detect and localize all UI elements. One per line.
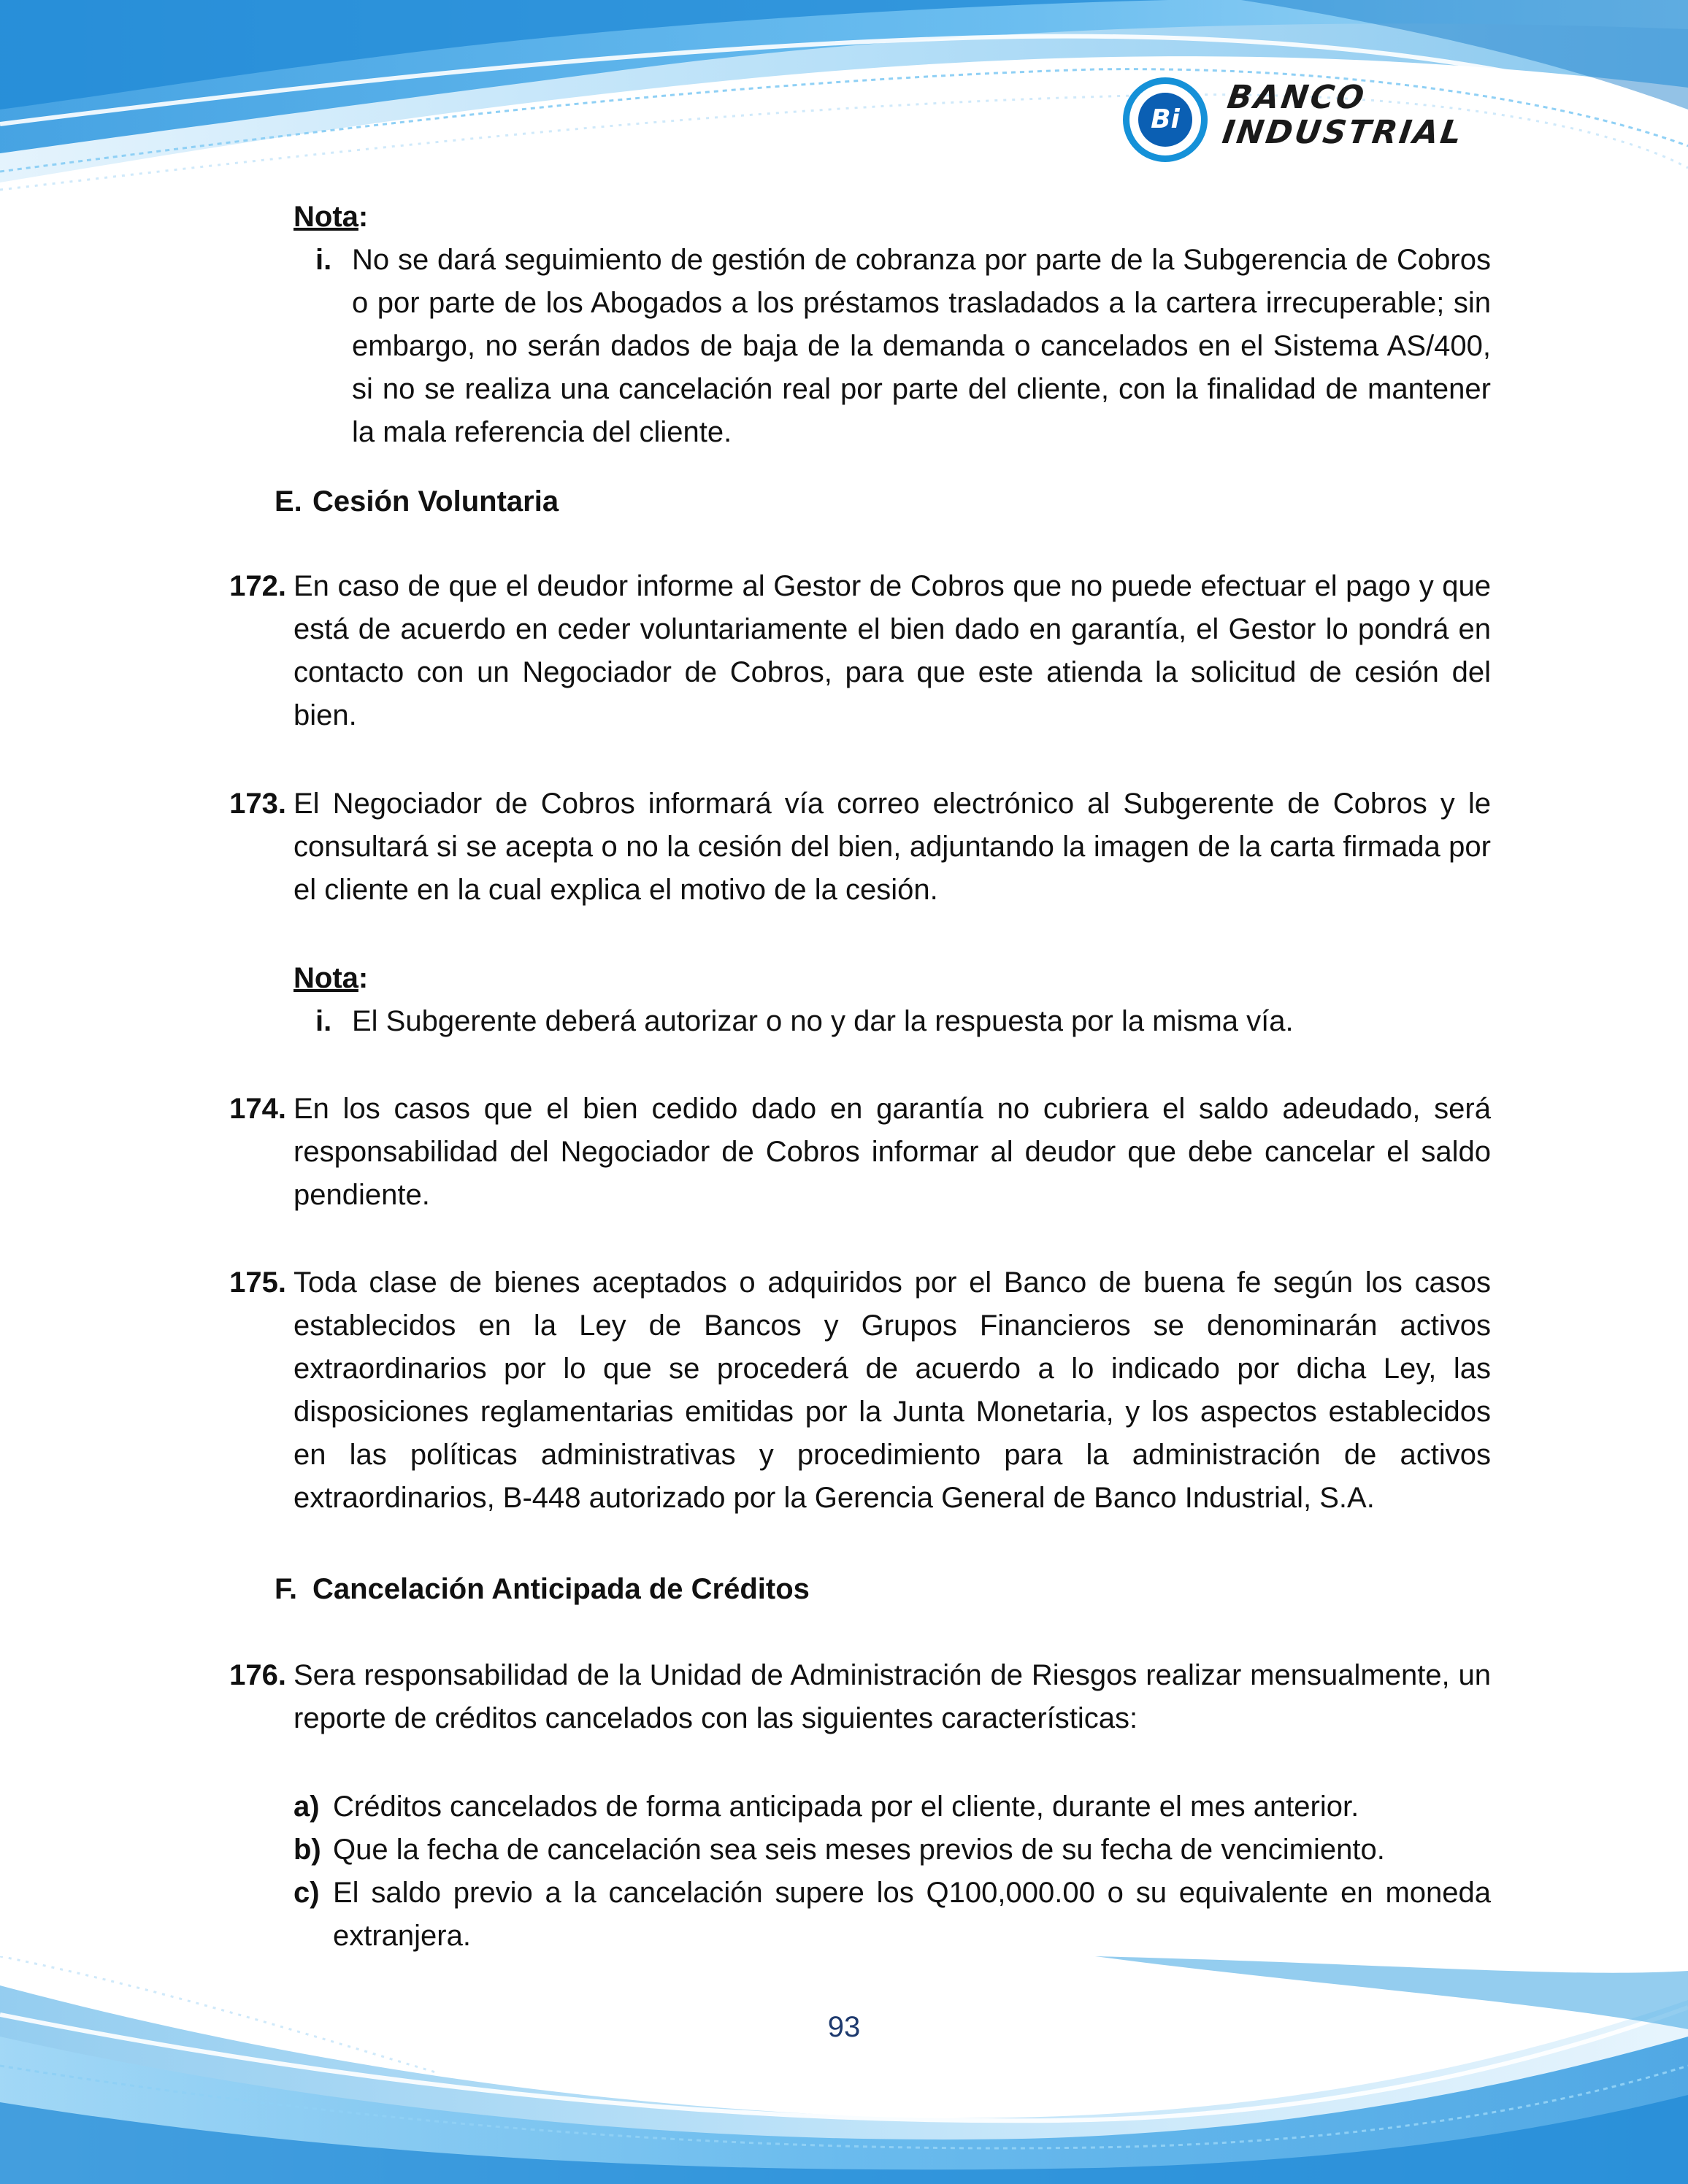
note-1-title: Nota xyxy=(294,201,358,233)
note-1-item-text: No se dará seguimiento de gestión de cobranza por parte de la Subgerencia de Cobros o por parte de los Abogados a los préstamos trasladados a la cartera irrecuperable; sin embargo, no serán dados de baja de la demanda o cancelados en el Sistema AS/400, si no se realiza una cancelación real por parte del cliente, con la finalidad de mantener la mala referencia del cliente. xyxy=(352,244,1491,448)
item-175-number: 175. xyxy=(229,1266,286,1299)
logo-line-1: BANCO xyxy=(1224,79,1369,116)
item-172-number: 172. xyxy=(229,570,286,602)
banco-industrial-logo xyxy=(1123,70,1488,165)
note-2-title: Nota xyxy=(294,962,358,994)
item-173-text: El Negociador de Cobros informará vía correo electrónico al Subgerente de Cobros y le consultará si se acepta o no la cesión del bien, adjuntando la imagen de la carta firmada por el cliente en la cual explica el motivo de la cesión. xyxy=(294,788,1491,906)
note-2-item-marker: i. xyxy=(315,1005,332,1037)
item-176-c-marker: c) xyxy=(294,1877,320,1909)
page-number: 93 xyxy=(827,2011,861,2043)
item-176-number: 176. xyxy=(229,1659,286,1691)
section-f-letter: F. xyxy=(275,1573,298,1605)
item-176-a-marker: a) xyxy=(294,1791,320,1823)
section-f-title: Cancelación Anticipada de Créditos xyxy=(312,1573,810,1605)
item-175-text: Toda clase de bienes aceptados o adquiridos por el Banco de buena fe según los casos establecidos en la Ley de Bancos y Grupos Financieros se denominarán activos extraordinarios por lo que se procederá de acuerdo a lo indicado por dicha Ley, las disposiciones reglamentarias emitidas por la Junta Monetaria, y los aspectos establecidos en las políticas administrativas y procedimiento para la administración de activos extraordinarios, B-448 autorizado por la Gerencia General de Banco Industrial, S.A. xyxy=(294,1266,1491,1514)
item-174-text: En los casos que el bien cedido dado en garantía no cubriera el saldo adeudado, será responsabilidad del Negociador de Cobros informar al deudor que debe cancelar el saldo pendiente. xyxy=(294,1093,1491,1211)
logo-name xyxy=(1220,80,1470,150)
note-1-heading xyxy=(294,196,368,239)
item-172-text: En caso de que el deudor informe al Gestor de Cobros que no puede efectuar el pago y que está de acuerdo en ceder voluntariamente el bien dado en garantía, el Gestor lo pondrá en contacto con un Negociador de Cobros, para que este atienda la solicitud de cesión del bien. xyxy=(294,570,1491,731)
logo-mark-text: Bi xyxy=(1138,93,1192,147)
item-176-b-text: Que la fecha de cancelación sea seis meses previos de su fecha de vencimiento. xyxy=(333,1834,1385,1866)
note-2-heading xyxy=(294,957,368,1000)
note-1-item-marker: i. xyxy=(315,244,332,276)
item-176-a-text: Créditos cancelados de forma anticipada por el cliente, durante el mes anterior. xyxy=(333,1791,1359,1823)
logo-mark xyxy=(1123,77,1208,162)
item-176-c-text: El saldo previo a la cancelación supere los Q100,000.00 o su equivalente en moneda extranjera. xyxy=(333,1877,1491,1952)
logo-line-2: INDUSTRIAL xyxy=(1220,114,1466,151)
note-2-item-text: El Subgerente deberá autorizar o no y dar la respuesta por la misma vía. xyxy=(352,1005,1294,1037)
note-1-colon: : xyxy=(358,201,369,233)
item-176-text: Sera responsabilidad de la Unidad de Administración de Riesgos realizar mensualmente, un reporte de créditos cancelados con las siguientes características: xyxy=(294,1659,1491,1734)
item-173-number: 173. xyxy=(229,788,286,820)
footer-wave-decoration xyxy=(0,1956,1688,2184)
item-176-b-marker: b) xyxy=(294,1834,321,1866)
section-e-letter: E. xyxy=(275,485,302,518)
item-174-number: 174. xyxy=(229,1093,286,1125)
section-e-title: Cesión Voluntaria xyxy=(312,485,559,518)
note-2-colon: : xyxy=(358,962,369,994)
